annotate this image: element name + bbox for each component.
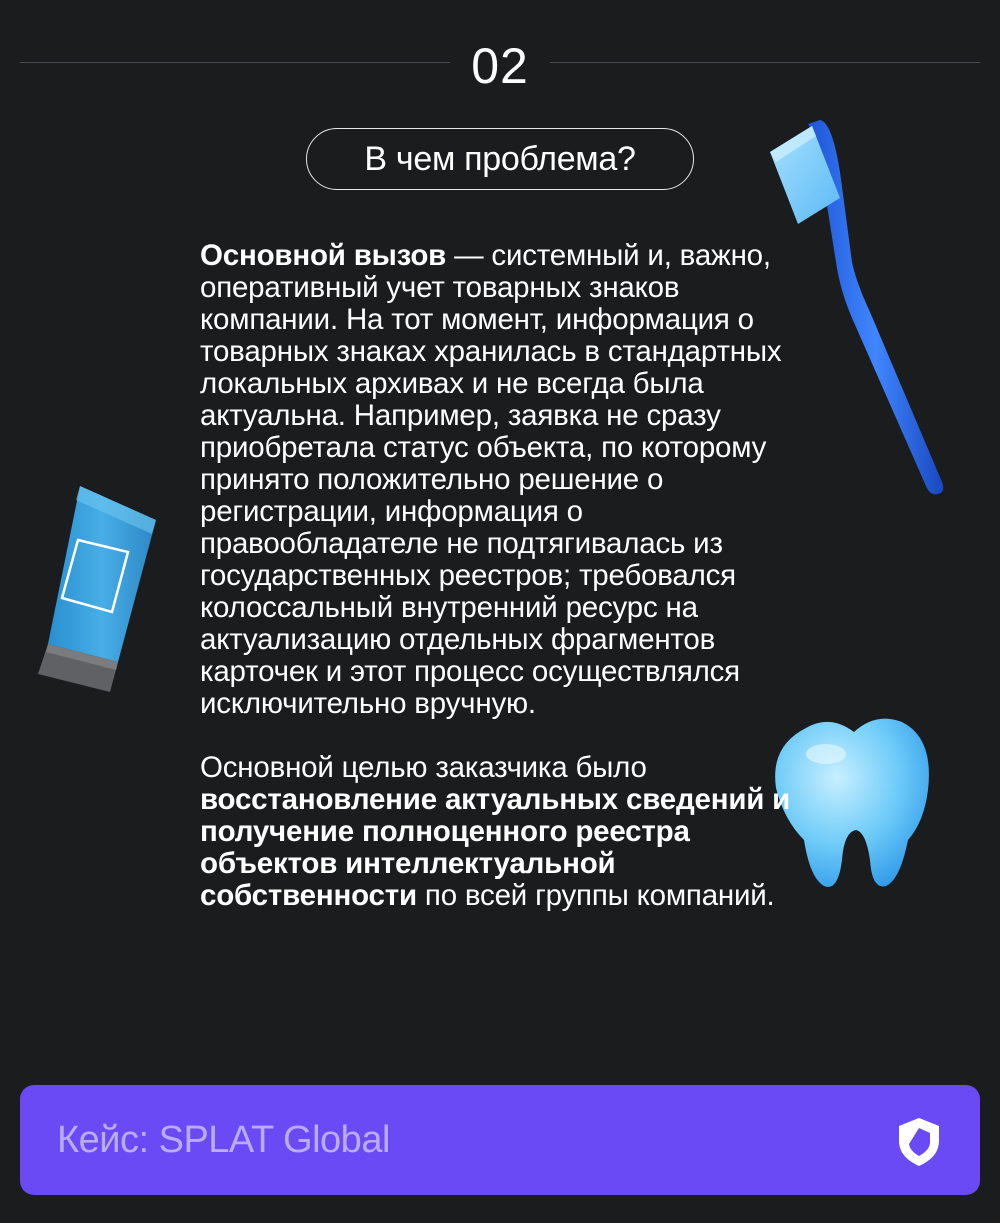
- body-text: [200, 240, 810, 912]
- goal-bold: восстановление актуальных сведений и получение полноценного реестра объектов интеллектуальной собственности: [200, 783, 791, 912]
- challenge-text: — системный и, важно, оперативный учет товарных знаков компании. На тот момент, информация о товарных знаках хранилась в стандартных локальных архивах и не всегда была актуальна. Например, заявка не сразу приобретала статус объекта, по которому принято положительно решение о регистрации, информация о правообладателе не подтягивалась из государственных реестров; требовался колоссальный внутренний ресурс на актуализацию отдельных фрагментов карточек и этот процесс осуществлялся исключительно вручную.: [200, 239, 782, 720]
- slide-number: 02: [471, 38, 529, 94]
- footer-bar: [20, 1085, 980, 1195]
- footer-case-label: Кейс: SPLAT Global: [57, 1119, 390, 1161]
- goal-tail: по всей группы компаний.: [416, 879, 775, 912]
- toothpaste-tube-illustration: [28, 480, 168, 700]
- paragraph-goal: [200, 752, 810, 912]
- challenge-lead: Основной вызов: [200, 239, 447, 272]
- goal-lead: Основной целью заказчика было: [200, 751, 647, 784]
- divider-right: [550, 62, 980, 63]
- section-title: В чем проблема?: [364, 139, 636, 178]
- paragraph-challenge: [200, 240, 810, 720]
- shield-icon: [896, 1115, 942, 1169]
- section-title-pill: [306, 128, 694, 190]
